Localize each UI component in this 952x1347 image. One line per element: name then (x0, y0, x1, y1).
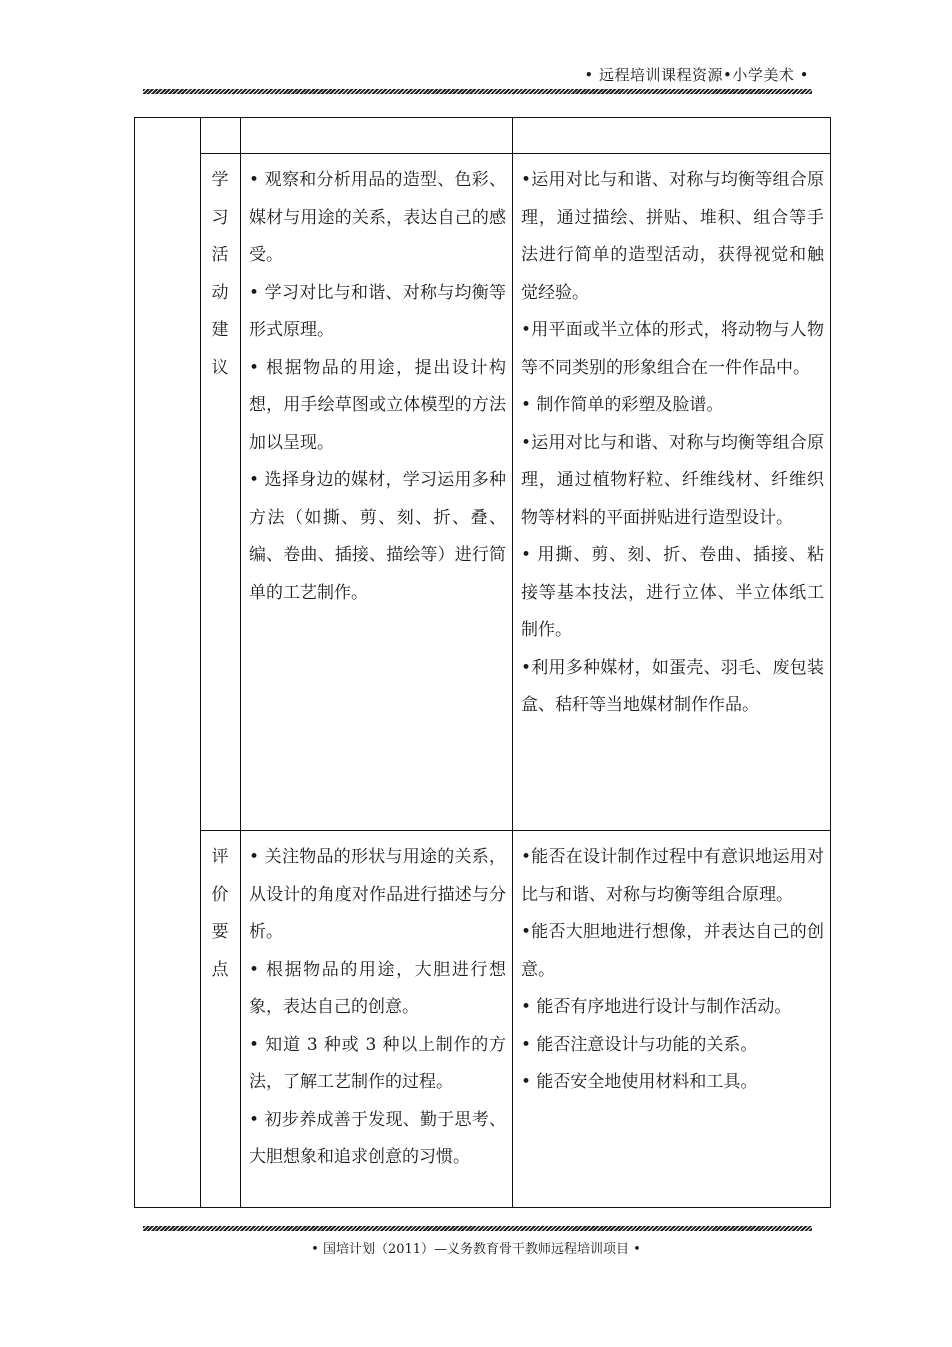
row-label: 评价要点 (211, 847, 229, 980)
table-row (135, 154, 831, 831)
curriculum-table (134, 117, 831, 1208)
list-item: • 选择身边的媒材，学习运用多种方法（如撕、剪、刻、折、叠、编、卷曲、插接、描绘等）进行简单的工艺制作。 (249, 470, 506, 603)
list-item: • 制作简单的彩塑及脸谱。 (521, 395, 724, 415)
list-item: • 关注物品的形状与用途的关系，从设计的角度对作品进行描述与分析。 (249, 847, 506, 942)
content-cell (241, 154, 513, 831)
table-row (135, 831, 831, 1208)
footer-rule (143, 1226, 812, 1231)
list-item: • 能否有序地进行设计与制作活动。 (521, 997, 792, 1017)
list-item: • 观察和分析用品的造型、色彩、媒材与用途的关系，表达自己的感受。 (249, 170, 506, 265)
list-item: • 用撕、剪、刻、折、卷曲、插接、粘接等基本技法，进行立体、半立体纸工制作。 (521, 545, 824, 640)
list-item: •利用多种媒材，如蛋壳、羽毛、废包装盒、秸秆等当地媒材制作作品。 (521, 657, 824, 715)
list-item: •能否在设计制作过程中有意识地运用对比与和谐、对称与均衡等组合原理。 (521, 847, 824, 905)
list-item: • 能否注意设计与功能的关系。 (521, 1034, 758, 1055)
list-item: •用平面或半立体的形式，将动物与人物等不同类别的形象组合在一件作品中。 (521, 320, 824, 378)
header-rule (143, 89, 812, 94)
list-item: •能否大胆地进行想像，并表达自己的创意。 (521, 922, 824, 980)
list-item: • 能否安全地使用材料和工具。 (521, 1072, 758, 1092)
list-item: •运用对比与和谐、对称与均衡等组合原理，通过植物籽粒、纤维线材、纤维织物等材料的平面拼贴进行造型设计。 (521, 432, 824, 528)
page-footer: • 国培计划（2011）—义务教育骨干教师远程培训项目 • (311, 1242, 641, 1257)
empty-cell (201, 118, 241, 154)
content-cell (513, 831, 831, 1208)
outer-label-cell (135, 118, 201, 1208)
page-header: • 远程培训课程资源•小学美术 • (584, 66, 809, 84)
empty-cell (513, 118, 831, 154)
list-item: • 知道 3 种或 3 种以上制作的方法，了解工艺制作的过程。 (249, 1034, 506, 1092)
list-item: • 根据物品的用途，提出设计构想，用手绘草图或立体模型的方法加以呈现。 (249, 357, 506, 453)
list-item: •运用对比与和谐、对称与均衡等组合原理，通过描绘、拼贴、堆积、组合等手法进行简单的造型活动，获得视觉和触觉经验。 (521, 170, 824, 303)
row-label: 学习活动建议 (211, 170, 229, 378)
list-item: • 根据物品的用途，大胆进行想象，表达自己的创意。 (249, 959, 506, 1017)
empty-cell (241, 118, 513, 154)
content-cell (241, 831, 513, 1208)
content-cell (513, 154, 831, 831)
row-label-cell (201, 831, 241, 1208)
row-label-cell (201, 154, 241, 831)
list-item: • 学习对比与和谐、对称与均衡等形式原理。 (249, 282, 506, 340)
list-item: • 初步养成善于发现、勤于思考、大胆想象和追求创意的习惯。 (249, 1109, 506, 1167)
table-row (135, 118, 831, 154)
